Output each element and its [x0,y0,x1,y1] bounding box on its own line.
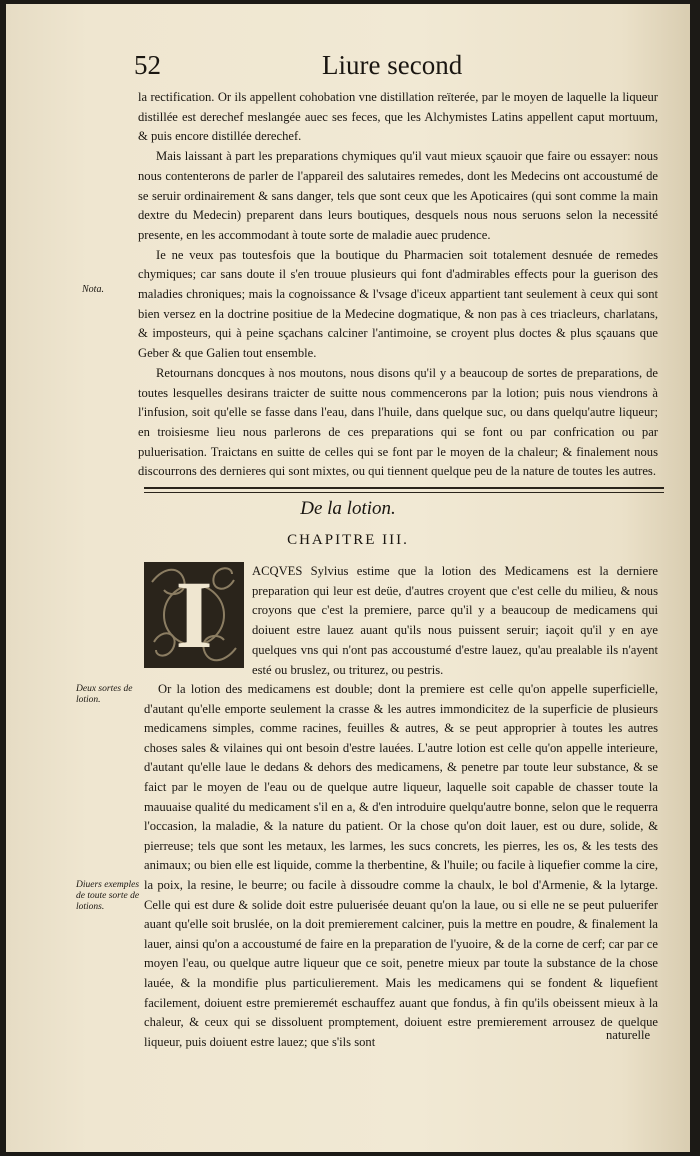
dropcap-letter: I [175,562,213,668]
running-head: Liure second [322,50,463,80]
chapter-opening [252,562,658,680]
catchword: naturelle [606,1028,651,1042]
intro-paragraph-2: Mais laissant à part les preparations chymiques qu'il vaut mieux sçauoir que faire ou essayer: nous nous contenterons de parler de l'appareil des salutaires remedes, dont les Medecins ont accoustumé de se seruir ordinairement & sans danger, tels que sont ceux que les Apoticaires (qui sont comme la main dextre du Medecin) preparent dans leurs boutiques, desquels nous nous seruons selon la necessité presente, en les accommodant à toute sorte de maladie auec prudence. [138,149,658,242]
intro-paragraph-3: Ie ne veux pas toutesfois que la boutique du Pharmacien soit totalement desnuée de remedes chymiques; car sans doute il s'en trouue plusieurs qui font d'admirables effects pour la guerison des maladies chroniques; mais la cognoissance & l'vsage d'iceux appartient tant seulement à ceux qui sont bien versez en la doctrine positiue de la Medecine dogmatique, & non pas à ces triacleurs, charlatans, & imposteurs, qui à peine sçachans calciner l'antimoine, se croyent plus doctes & plus sçauans que Geber & que Galien tout ensemble. [138,247,658,361]
intro-paragraph-4: Retournans doncques à nos moutons, nous disons qu'il y a beaucoup de sortes de preparations, de toutes lesquelles desirans traicter de suitte nous commencerons par la lotion; puis nous viendrons à l'infusion, soit qu'elle se fasse dans l'eau, dans l'huile, dans quelque suc, ou dans quelqu'autre liqueur; en troisiesme lieu nous parlerons de ces preparations qui se font ou par confrication ou par puluerisation. Traictans en suitte de celles qui se font par le moyen de la chaleur; & finalement nous discourrons des dernieres qui sont mixtes, ou qui tiennent quelque peu de la nature de toutes les autres. [138,365,658,479]
chapter-body-paragraph: Or la lotion des medicamens est double; dont la premiere est celle qu'on appelle superficielle, d'autant qu'elle emporte seulement la crasse & les autres immondicitez de la superficie de plusieurs medicamens simples, comme racines, feuilles & autres, & se peut approprier à toutes les autres choses sales & vilaines qui ont besoin d'estre lauées. L'autre lotion est celle qu'on appelle interieure, d'autant qu'elle laue le dedans & dehors des medicamens, & penetre par toute leur substance, & se faict par le moyen de l'eau ou de quelque autre liqueur, laquelle soit capable de chasser toute la mauuaise qualité du medicament s'il en a, & d'en introduire quelqu'autre bonne, selon que le requerra l'occasion, la maladie, & la nature du patient. Or la chose qu'on doit lauer, est ou dure, solide, & pierreuse; tels que sont les metaux, les larmes, les sucs concrets, les pierres, les os, & les tests des animaux; ou bien elle est liquide, comme la therbentine, & l'huile; ou facile à liquefier comme la cire, la poix, la resine, le beurre; ou facile à dissoudre comme la chaulx, le bol d'Armenie, & la lytarge. Celle qui est dure & solide doit estre puluerisée deuant qu'on la laue, ou si elle ne se peut puluerifer auant qu'elle soit bruslée, on la doit premierement calciner, puis la mettre en poudre, & finalement la lauer, ainsi qu'on a accoustumé de faire en la preparation de l'yuoire, & de la corne de cerf; car par ce moyen l'eau, ou quelque autre liqueur que ce soit, penetre mieux par toute la substance de la chose lauée, & la mondifie plus particulierement. Mais les medicamens qui se fondent & liquefient facilement, doiuent estre premieremét eschauffez auant que fondus, à fin qu'ils obeissent mieux à la chaleur, & ceux qui se dissoluent promptement, doiuent estre premierement arrousez de quelque liqueur, puis doiuent estre lauez; que s'ils sont [144,682,658,1049]
chapter-opening-paragraph: ACQVES Sylvius estime que la lotion des Medicamens est la derniere preparation qui leur est deüe, d'autres croyent que c'est celle du milieu, & nous croyons que c'est la premiere, parce qu'il y a beaucoup de medicamens qui doiuent estre lauez auant qu'ils nous puissent seruir; iaçoit qu'il y en aye quelques vns qui n'ont pas accoustumé d'estre lauez, qu'au prealable ils n'ayent esté ou bruslez, ou triturez, ou pestris. [252,564,658,677]
page-header [6,50,690,86]
section-rule [144,487,664,489]
book-page [6,4,690,1152]
ornamental-initial [144,562,244,668]
chapter-title: CHAPITRE III. [287,532,409,548]
margin-note-diuers-exemples: Diuers exemples de toute sorte de lotions. [76,880,140,912]
margin-note-deux-sortes: Deux sortes de lotion. [76,684,133,705]
chapter-body [144,680,658,1052]
section-rule-thin [144,492,664,493]
margin-note-nota: Nota. [82,284,104,295]
page-number: 52 [134,50,161,80]
intro-paragraph-1: la rectification. Or ils appellent cohobation vne distillation reïterée, par le moyen de laquelle la liqueur distillée est derechef meslangée auec ses feces, que les Alchymistes Latins appellent caput mortuum, & puis encore distillée derechef. [138,90,658,144]
intro-text [138,88,658,482]
section-title: De la lotion. [300,498,396,519]
